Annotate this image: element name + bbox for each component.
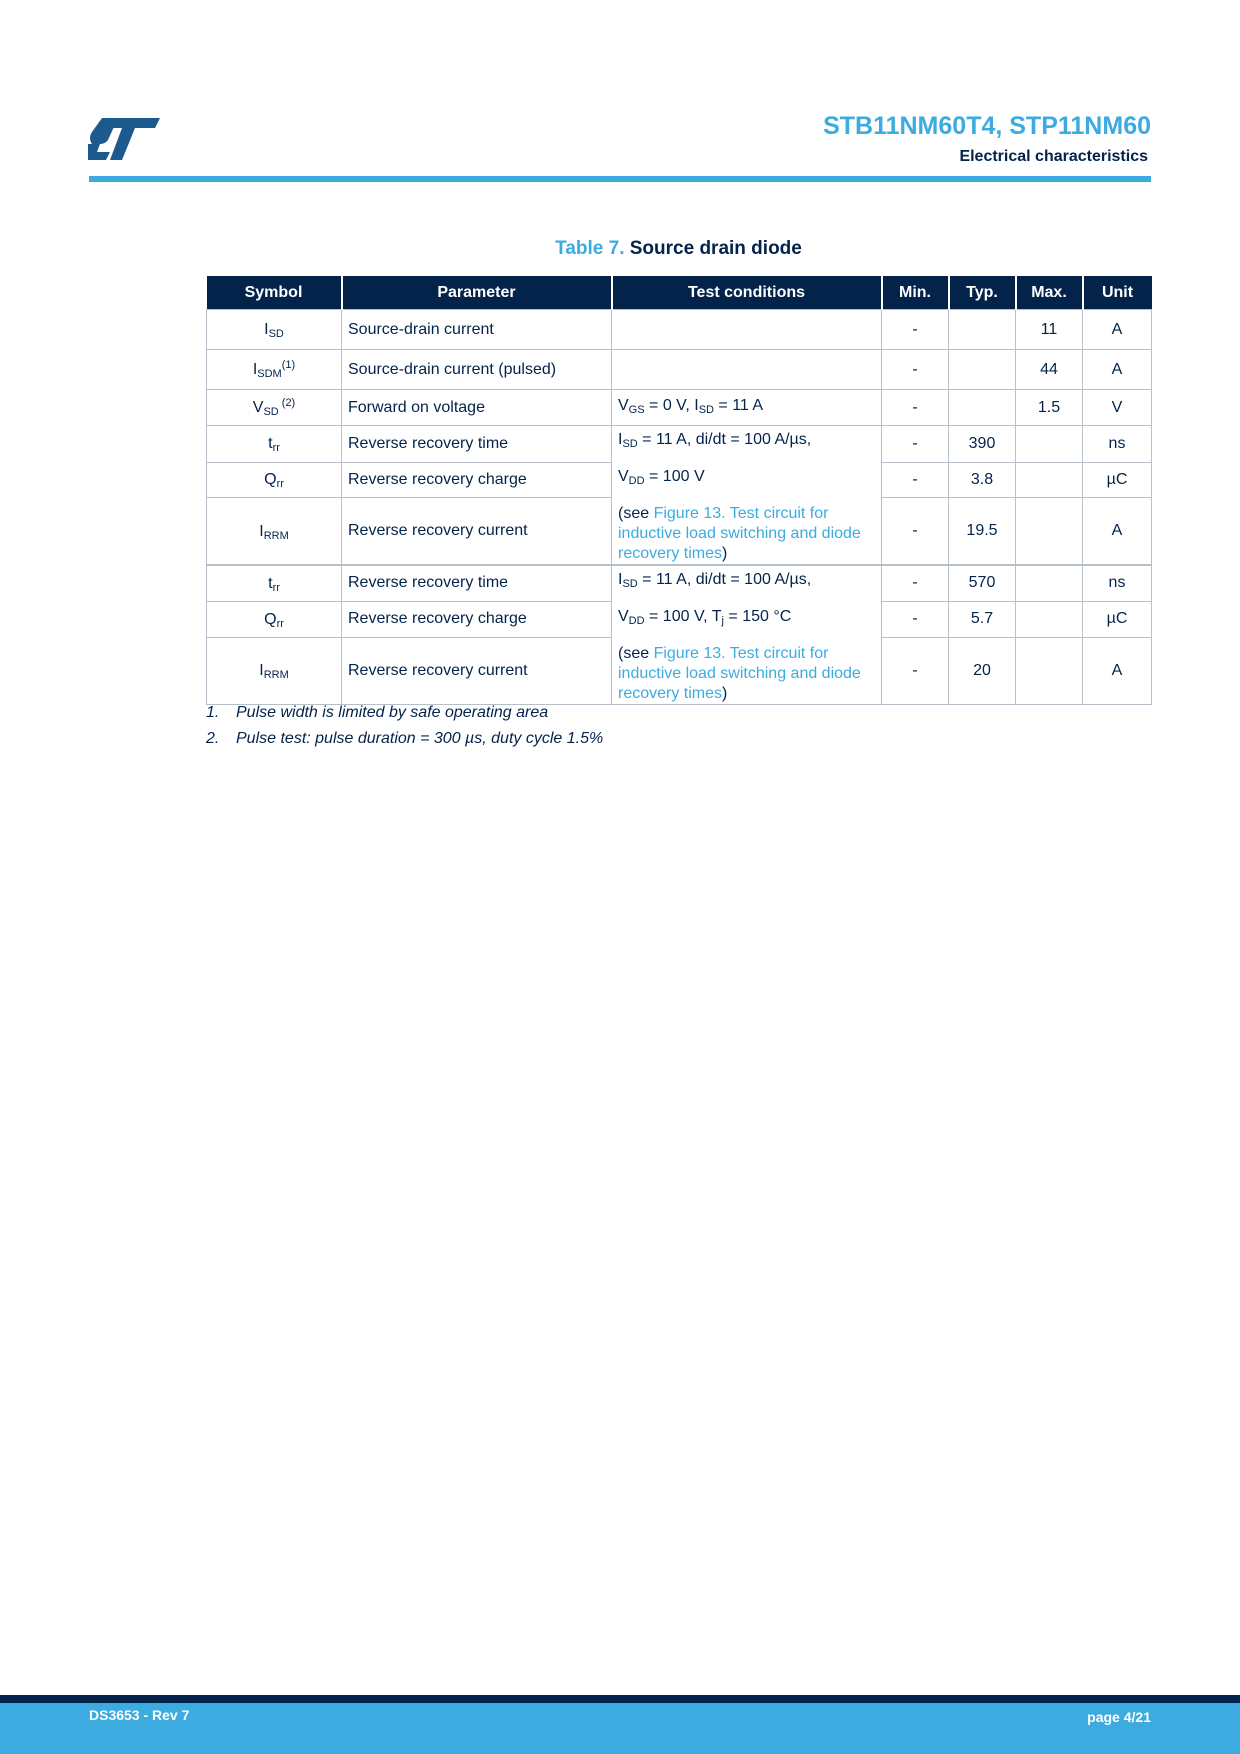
- symbol-cell: $I_{RRM}$: [207, 637, 342, 704]
- st-logo: [88, 118, 160, 160]
- column-header-parameter: Parameter: [342, 276, 612, 310]
- column-header-test-conditions: Test conditions: [612, 276, 882, 310]
- max-cell: 44: [1016, 350, 1083, 390]
- parameter-cell: Forward on voltage: [342, 390, 612, 426]
- table-notes: [206, 702, 603, 754]
- typ-cell: [949, 350, 1016, 390]
- column-header-typ: Typ.: [949, 276, 1016, 310]
- unit-cell: µC: [1083, 462, 1152, 498]
- figure-13-link[interactable]: Figure 13. Test circuit for inductive load switching and diode recovery times: [618, 505, 861, 562]
- max-cell: 11: [1016, 310, 1083, 350]
- parameter-cell: Source-drain current (pulsed): [342, 350, 612, 390]
- symbol-cell: $I_{RRM}$: [207, 498, 342, 565]
- page-number: page 4/21: [1087, 1709, 1151, 1725]
- typ-cell: 570: [949, 565, 1016, 601]
- unit-cell: V: [1083, 390, 1152, 426]
- header-rule: [89, 176, 1151, 182]
- parameter-cell: Reverse recovery charge: [342, 601, 612, 637]
- test-conditions-cell: $I_{SD} = 11$ A, di/dt = 100 A/µs, $V_{DD} = 100$ V (see Figure 13. Test circuit for inductive load switching and diode recovery times): [612, 426, 882, 566]
- unit-cell: ns: [1083, 426, 1152, 463]
- min-cell: -: [882, 390, 949, 426]
- source-drain-diode-table: [206, 276, 1152, 705]
- symbol-cell: $I_{SDM}^{(1)}$: [207, 350, 342, 390]
- document-revision: DS3653 - Rev 7: [89, 1707, 190, 1723]
- table-caption-label: Table 7.: [555, 238, 625, 259]
- table-caption: [206, 238, 1151, 260]
- typ-cell: [949, 390, 1016, 426]
- unit-cell: A: [1083, 350, 1152, 390]
- min-cell: -: [882, 350, 949, 390]
- typ-cell: 3.8: [949, 462, 1016, 498]
- typ-cell: 19.5: [949, 498, 1016, 565]
- column-header-min: Min.: [882, 276, 949, 310]
- table-row: [207, 565, 1152, 601]
- typ-cell: 390: [949, 426, 1016, 463]
- min-cell: -: [882, 565, 949, 601]
- unit-cell: µC: [1083, 601, 1152, 637]
- table-row: [207, 390, 1152, 426]
- figure-13-link[interactable]: Figure 13. Test circuit for inductive load switching and diode recovery times: [618, 645, 861, 702]
- parameter-cell: Reverse recovery current: [342, 637, 612, 704]
- test-conditions-cell: [612, 310, 882, 350]
- section-title: Electrical characteristics: [959, 148, 1148, 165]
- max-cell: [1016, 462, 1083, 498]
- unit-cell: A: [1083, 310, 1152, 350]
- footnote: 1. Pulse width is limited by safe operating area: [206, 704, 549, 721]
- parameter-cell: Reverse recovery time: [342, 565, 612, 601]
- max-cell: 1.5: [1016, 390, 1083, 426]
- max-cell: [1016, 565, 1083, 601]
- column-header-unit: Unit: [1083, 276, 1152, 310]
- unit-cell: ns: [1083, 565, 1152, 601]
- table-header-row: [207, 276, 1152, 310]
- symbol-cell: $V_{SD}$ $^{(2)}$: [207, 390, 342, 426]
- column-header-symbol: Symbol: [207, 276, 342, 310]
- typ-cell: 20: [949, 637, 1016, 704]
- max-cell: [1016, 637, 1083, 704]
- footer-rule: [0, 1695, 1240, 1703]
- min-cell: -: [882, 310, 949, 350]
- min-cell: -: [882, 637, 949, 704]
- document-title: STB11NM60T4, STP11NM60: [823, 112, 1151, 140]
- symbol-cell: $t_{rr}$: [207, 565, 342, 601]
- table-row: [207, 350, 1152, 390]
- min-cell: -: [882, 498, 949, 565]
- min-cell: -: [882, 601, 949, 637]
- symbol-cell: $Q_{rr}$: [207, 462, 342, 498]
- unit-cell: A: [1083, 498, 1152, 565]
- symbol-cell: $I_{SD}$: [207, 310, 342, 350]
- max-cell: [1016, 601, 1083, 637]
- table-row: [207, 310, 1152, 350]
- parameter-cell: Reverse recovery time: [342, 426, 612, 463]
- table-row: [207, 426, 1152, 463]
- typ-cell: 5.7: [949, 601, 1016, 637]
- test-conditions-cell: [612, 350, 882, 390]
- parameter-cell: Reverse recovery charge: [342, 462, 612, 498]
- column-header-max: Max.: [1016, 276, 1083, 310]
- table-caption-text: Source drain diode: [624, 238, 802, 259]
- parameter-cell: Reverse recovery current: [342, 498, 612, 565]
- unit-cell: A: [1083, 637, 1152, 704]
- parameter-cell: Source-drain current: [342, 310, 612, 350]
- test-conditions-cell: $V_{GS} = 0$ V, $I_{SD} = 11$ A: [612, 390, 882, 426]
- test-conditions-cell: $I_{SD} = 11$ A, di/dt = 100 A/µs, $V_{DD} = 100$ V, $T_j = 150$ °C (see Figure 13. Test circuit for inductive load switching and diode recovery times): [612, 565, 882, 705]
- symbol-cell: $Q_{rr}$: [207, 601, 342, 637]
- min-cell: -: [882, 462, 949, 498]
- symbol-cell: $t_{rr}$: [207, 426, 342, 463]
- footnote: 2. Pulse test: pulse duration = 300 µs, duty cycle 1.5%: [206, 730, 604, 747]
- typ-cell: [949, 310, 1016, 350]
- max-cell: [1016, 426, 1083, 463]
- max-cell: [1016, 498, 1083, 565]
- min-cell: -: [882, 426, 949, 463]
